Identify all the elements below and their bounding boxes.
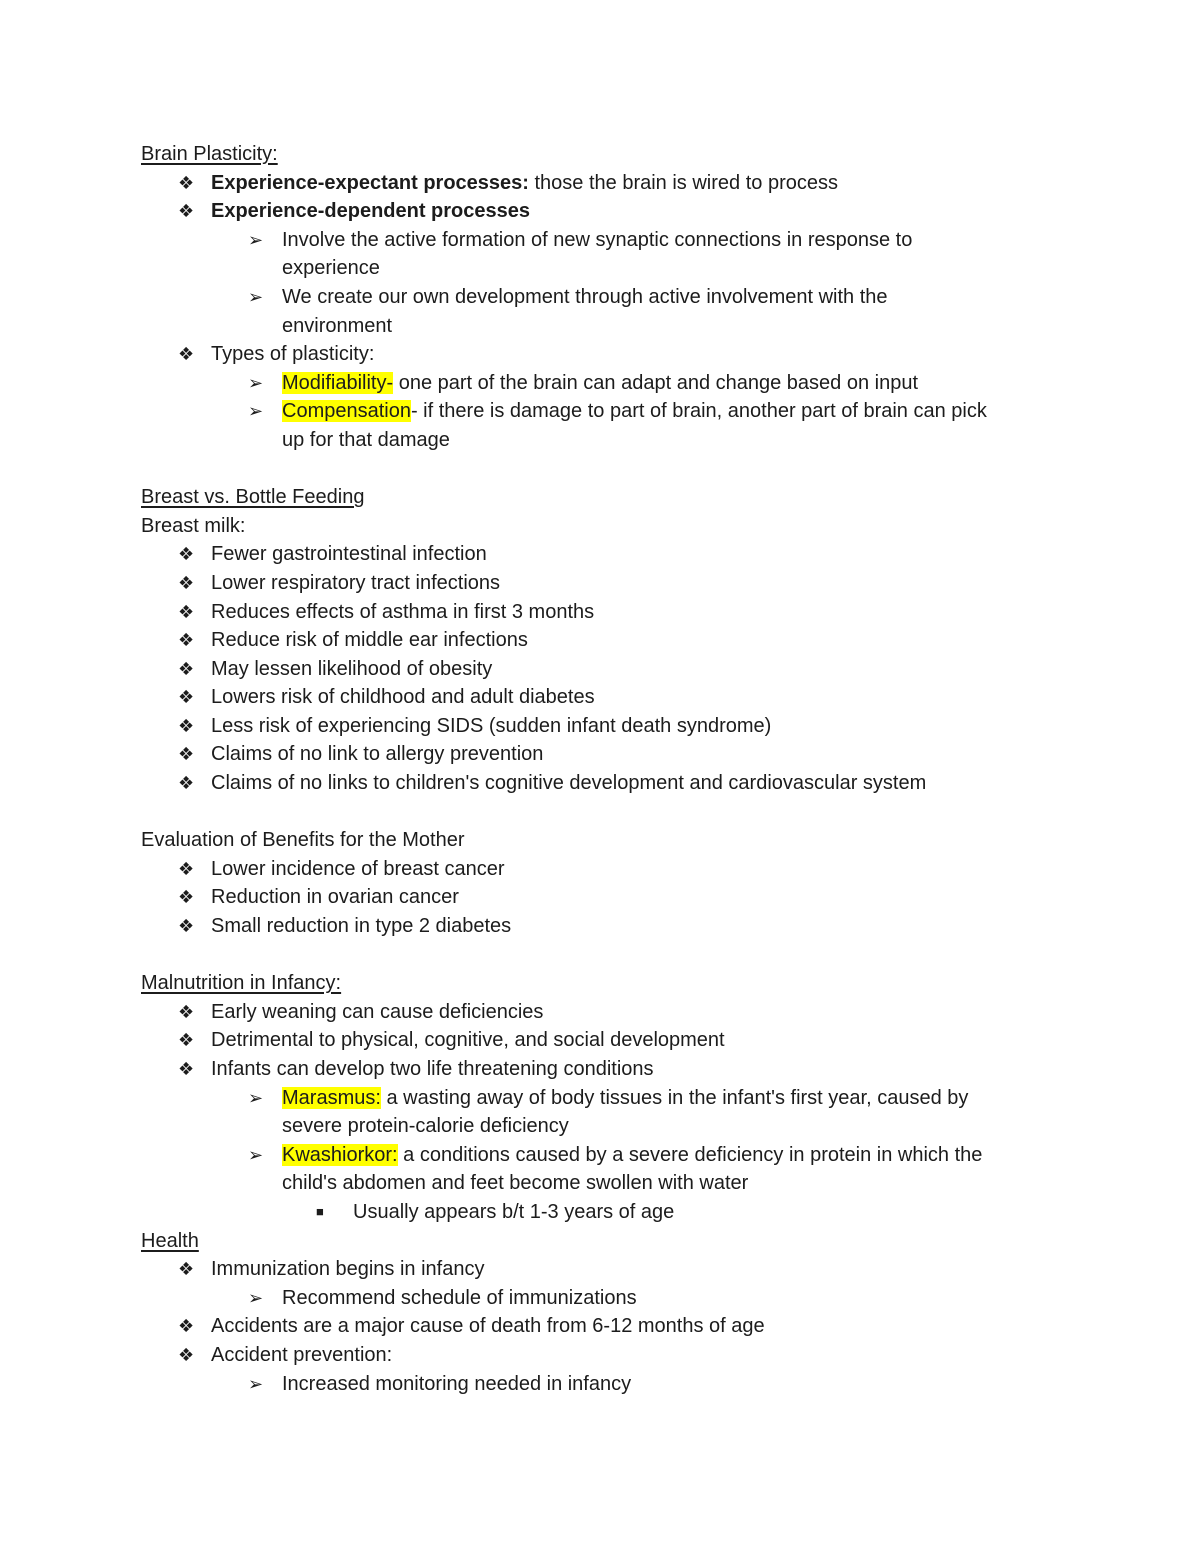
list-item — [141, 340, 1101, 369]
list-item — [141, 1312, 1101, 1341]
list-item — [141, 655, 1101, 684]
item-text: May lessen likelihood of obesity — [211, 657, 493, 680]
list-item — [141, 169, 1101, 198]
highlighted-term: Marasmus: — [282, 1086, 381, 1109]
section-heading-brain-plasticity: Brain Plasticity: — [141, 143, 278, 165]
sub-list-item — [141, 226, 1101, 255]
item-text: Detrimental to physical, cognitive, and social development — [211, 1029, 725, 1052]
item-text: Increased monitoring needed in infancy — [282, 1372, 632, 1395]
highlighted-term: Compensation — [282, 400, 411, 423]
item-text: Less risk of experiencing SIDS (sudden infant death syndrome) — [211, 714, 772, 737]
diamond-bullet-icon: ❖ — [178, 1030, 195, 1051]
sub-list-item — [141, 1284, 1101, 1313]
sub-list-item — [141, 283, 1101, 312]
item-text: Accident prevention: — [211, 1343, 393, 1366]
list-item — [141, 1055, 1101, 1084]
arrow-bullet-icon: ➢ — [248, 1144, 264, 1165]
arrow-bullet-icon: ➢ — [248, 1287, 264, 1308]
diamond-bullet-icon: ❖ — [178, 687, 195, 708]
highlighted-term: Modifiability- — [282, 371, 394, 394]
item-text: Recommend schedule of immunizations — [282, 1286, 637, 1309]
arrow-bullet-icon: ➢ — [248, 401, 264, 422]
arrow-bullet-icon: ➢ — [248, 229, 264, 250]
item-text: Lowers risk of childhood and adult diabetes — [211, 686, 595, 709]
list-item — [141, 769, 1101, 798]
sub-list-item-continuation: up for that damage — [282, 428, 450, 451]
diamond-bullet-icon: ❖ — [178, 715, 195, 736]
list-item — [141, 883, 1101, 912]
sub-list-item — [141, 1370, 1101, 1399]
sub-sub-list-item — [141, 1198, 1101, 1227]
term: Experience-dependent processes — [211, 200, 531, 223]
diamond-bullet-icon: ❖ — [178, 1001, 195, 1022]
sub-item-text: Involve the active formation of new synaptic connections in response to — [282, 228, 913, 251]
arrow-bullet-icon: ➢ — [248, 286, 264, 307]
list-item — [141, 912, 1101, 941]
item-text: Usually appears b/t 1-3 years of age — [353, 1200, 675, 1223]
mother-list — [141, 855, 1101, 941]
diamond-bullet-icon: ❖ — [178, 172, 195, 193]
section-heading-health: Health — [141, 1229, 199, 1252]
diamond-bullet-icon: ❖ — [178, 1059, 195, 1079]
list-item — [141, 740, 1101, 769]
diamond-bullet-icon: ❖ — [178, 201, 195, 222]
arrow-bullet-icon: ➢ — [248, 1373, 264, 1394]
list-item — [141, 626, 1101, 655]
diamond-bullet-icon: ❖ — [178, 658, 195, 679]
diamond-bullet-icon: ❖ — [178, 916, 195, 937]
item-text: Claims of no link to allergy prevention — [211, 743, 544, 766]
item-text: Accidents are a major cause of death from 6-12 months of age — [211, 1315, 765, 1338]
diamond-bullet-icon: ❖ — [178, 630, 195, 651]
definition: a wasting away of body tissues in the infant's first year, caused by — [380, 1086, 969, 1109]
item-text: Lower respiratory tract infections — [211, 571, 501, 594]
sub-list-item-continuation: child's abdomen and feet become swollen with water — [282, 1172, 749, 1195]
term: Experience-expectant processes: — [211, 171, 529, 194]
diamond-bullet-icon: ❖ — [178, 601, 195, 622]
diamond-bullet-icon: ❖ — [178, 1344, 195, 1365]
section-heading-mother: Evaluation of Benefits for the Mother — [141, 829, 465, 852]
diamond-bullet-icon: ❖ — [178, 572, 195, 593]
spacer — [141, 798, 1101, 827]
sub-list-item-continuation: environment — [282, 314, 393, 337]
list-item — [141, 1026, 1101, 1055]
list-item — [141, 683, 1101, 712]
list-item — [141, 197, 1101, 226]
item-text: Reduce risk of middle ear infections — [211, 629, 528, 652]
spacer — [141, 455, 1101, 484]
item-text: Claims of no links to children's cognitive development and cardiovascular system — [211, 772, 927, 795]
item-text: Infants can develop two life threatening conditions — [211, 1058, 654, 1080]
sub-list-item — [141, 369, 1101, 398]
document-content — [141, 140, 1101, 1398]
square-bullet-icon: ■ — [316, 1203, 324, 1219]
definition: - if there is damage to part of brain, another part of brain can pick — [410, 400, 987, 423]
arrow-bullet-icon: ➢ — [248, 1087, 264, 1108]
diamond-bullet-icon: ❖ — [178, 858, 195, 879]
sub-list-item-continuation: experience — [282, 257, 380, 280]
item-text: Reduces effects of asthma in first 3 months — [211, 600, 595, 623]
sub-list-item-continuation: severe protein-calorie deficiency — [282, 1115, 569, 1138]
item-text: Fewer gastrointestinal infection — [211, 543, 487, 566]
item-text: Types of plasticity: — [211, 343, 375, 366]
list-item — [141, 569, 1101, 598]
definition: one part of the brain can adapt and change based on input — [393, 371, 919, 394]
list-item — [141, 540, 1101, 569]
item-text: Reduction in ovarian cancer — [211, 886, 459, 909]
subheading-breast-milk: Breast milk: — [141, 514, 246, 537]
diamond-bullet-icon: ❖ — [178, 344, 195, 365]
sub-item-text: We create our own development through active involvement with the — [282, 285, 888, 308]
list-item — [141, 598, 1101, 627]
diamond-bullet-icon: ❖ — [178, 773, 195, 794]
list-item — [141, 1341, 1101, 1370]
list-item — [141, 998, 1101, 1027]
sub-list-item — [141, 1141, 1101, 1170]
diamond-bullet-icon: ❖ — [178, 744, 195, 765]
diamond-bullet-icon: ❖ — [178, 1259, 195, 1280]
diamond-bullet-icon: ❖ — [178, 544, 195, 565]
definition: those the brain is wired to process — [528, 171, 838, 194]
highlighted-term: Kwashiorkor: — [282, 1143, 398, 1166]
feeding-list — [141, 540, 1101, 797]
arrow-bullet-icon: ➢ — [248, 372, 264, 393]
section-heading-feeding: Breast vs. Bottle Feeding — [141, 486, 365, 509]
definition: a conditions caused by a severe deficiency in protein in which the — [397, 1143, 983, 1166]
sub-list-item — [141, 397, 1101, 426]
diamond-bullet-icon: ❖ — [178, 1316, 195, 1337]
item-text: Small reduction in type 2 diabetes — [211, 915, 512, 938]
list-item — [141, 1255, 1101, 1284]
spacer — [141, 941, 1101, 970]
list-item — [141, 855, 1101, 884]
item-text: Early weaning can cause deficiencies — [211, 1000, 544, 1023]
item-text: Immunization begins in infancy — [211, 1258, 485, 1281]
list-item — [141, 712, 1101, 741]
section-heading-malnutrition: Malnutrition in Infancy: — [141, 972, 342, 995]
item-text: Lower incidence of breast cancer — [211, 857, 505, 880]
diamond-bullet-icon: ❖ — [178, 887, 195, 908]
sub-list-item — [141, 1084, 1101, 1113]
